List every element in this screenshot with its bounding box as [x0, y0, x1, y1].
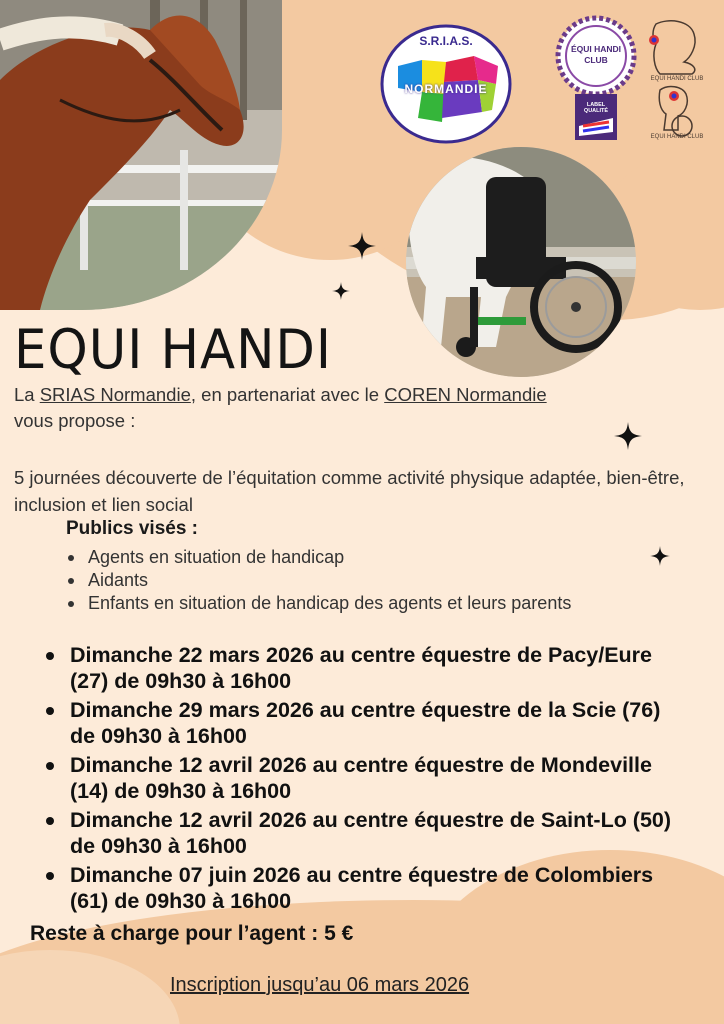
inscription-link[interactable]: Inscription jusqu’au 06 mars 2026 [170, 974, 470, 996]
equi-handi-club-logo [638, 14, 716, 144]
list-item: Agents en situation de handicap [66, 546, 626, 569]
date-item: Dimanche 12 avril 2026 au centre équestre de Mondeville (14) de 09h30 à 16h00 [44, 752, 684, 804]
dates-list [44, 642, 684, 917]
intro-text [14, 382, 674, 434]
srias-logo-bottom: NORMANDIE [404, 82, 488, 96]
list-item: Aidants [66, 569, 626, 592]
intro-part2: , en partenariat avec le [190, 384, 385, 405]
equi-handi-club-label-logo [553, 14, 639, 144]
list-item: Enfants en situation de handicap des agents et leurs parents [66, 592, 626, 615]
srias-logo [378, 22, 514, 146]
wheelchair-photo [406, 147, 636, 377]
sparkle-icon [650, 546, 670, 566]
coren-normandie-link[interactable]: COREN Normandie [384, 384, 547, 405]
description: 5 journées découverte de l’équitation comme activité physique adaptée, bien-être, inclusion et lien social [14, 467, 685, 515]
club-label-text: LABEL QUALITÉ [583, 102, 609, 114]
ehc-caption-top: EQUI HANDI CLUB [650, 76, 704, 82]
srias-logo-top: S.R.I.A.S. [419, 34, 473, 48]
club-name-line1: ÉQUI HANDI [570, 44, 622, 54]
horse-photo [0, 0, 282, 310]
ehc-caption-bottom: EQUI HANDI CLUB [650, 134, 704, 140]
srias-normandie-link[interactable]: SRIAS Normandie [39, 384, 191, 405]
date-item: Dimanche 29 mars 2026 au centre équestre de la Scie (76) de 09h30 à 16h00 [44, 697, 684, 749]
publics-list [66, 546, 626, 615]
publics-title: Publics visés : [66, 518, 199, 539]
intro-part3: vous propose : [14, 410, 136, 431]
sparkle-icon [332, 282, 350, 300]
date-item: Dimanche 12 avril 2026 au centre équestre de Saint-Lo (50) de 09h30 à 16h00 [44, 807, 684, 859]
sparkle-icon [348, 232, 376, 260]
page-title: EQUI HANDI [14, 318, 332, 381]
date-item: Dimanche 22 mars 2026 au centre équestre de Pacy/Eure (27) de 09h30 à 16h00 [44, 642, 684, 694]
club-name-line2: CLUB [584, 55, 608, 65]
cost-text: Reste à charge pour l’agent : 5 € [30, 922, 354, 945]
intro-part1: La [14, 384, 40, 405]
date-item: Dimanche 07 juin 2026 au centre équestre de Colombiers (61) de 09h30 à 16h00 [44, 862, 684, 914]
